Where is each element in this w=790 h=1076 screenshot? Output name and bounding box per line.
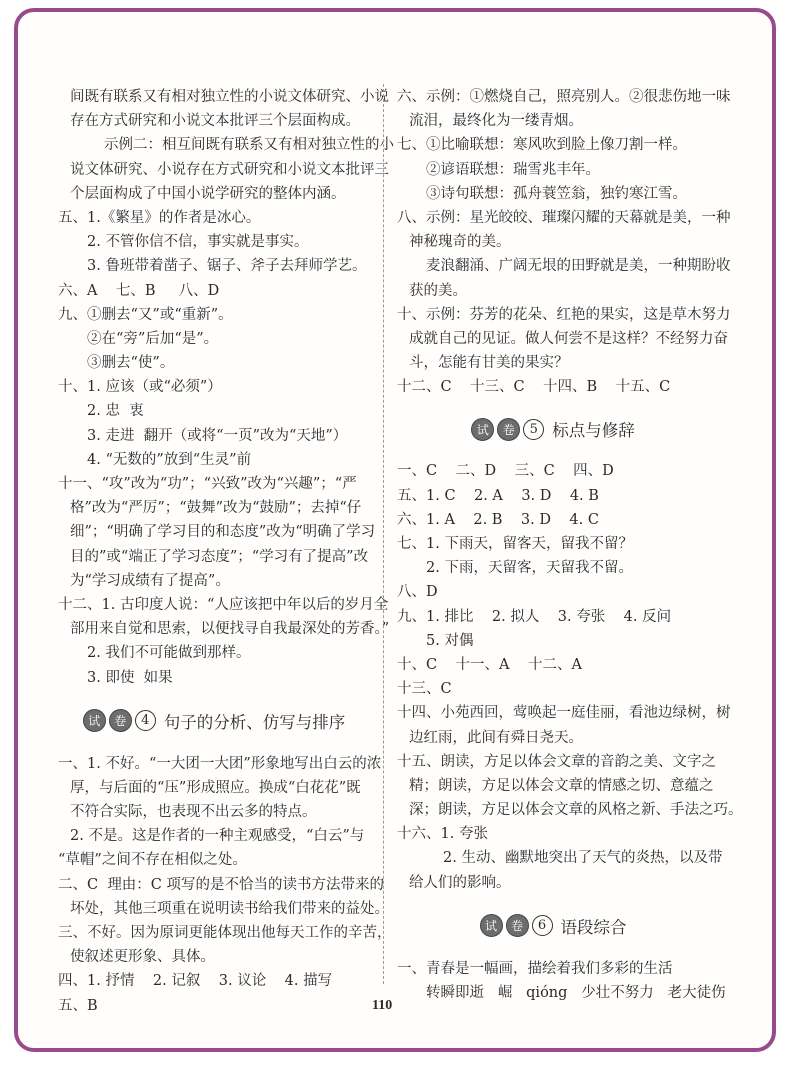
answer-line: ③诗句联想：孤舟蓑笠翁，独钓寒江雪。	[426, 185, 687, 202]
answer-line: 2. 生动、幽默地突出了天气的炎热，以及带	[443, 850, 723, 867]
answer-line: 十六、1. 夸张	[397, 826, 488, 843]
section-title: 句子的分析、仿写与排序	[163, 712, 346, 732]
section-number: 6	[532, 915, 553, 936]
answer-line: 十、示例：芬芳的花朵、红艳的果实，这是草木努力	[397, 306, 731, 323]
answer-line: 十三、C	[397, 681, 452, 698]
section-title: 语段综合	[560, 917, 627, 937]
answer-line: 5. 对偶	[426, 632, 474, 649]
section-heading	[58, 690, 370, 752]
answer-line: 一、C 二、D 三、C 四、D	[397, 463, 614, 480]
answer-line: 五、1. C 2. A 3. D 4. B	[397, 487, 599, 504]
answer-line: 十二、1. 古印度人说：“人应该把中年以后的岁月全	[58, 596, 389, 613]
answer-line: 神秘瑰奇的美。	[409, 234, 511, 251]
answer-line: 转瞬即逝 崛 qióng 少壮不努力 老大徒伤	[426, 985, 726, 1001]
answer-line: 不符合实际，也表现不出云多的特点。	[70, 804, 317, 821]
seal-character-icon: 试	[480, 914, 503, 937]
answer-line: 五、1.《繁星》的作者是冰心。	[58, 209, 261, 226]
answer-line: 深；朗读，方足以体会文章的风格之新、手法之巧。	[409, 802, 743, 819]
column-divider	[383, 84, 384, 984]
answer-line: 部用来自觉和思索，以便找寻自我最深处的芳香。”	[70, 621, 390, 638]
answer-line: 斗，怎能有甘美的果实？	[409, 355, 569, 372]
answer-line: 精；朗读，方足以体会文章的情感之切、意蕴之	[409, 777, 714, 794]
answer-line: 细”；“明确了学习目的和态度”改为“明确了学习	[70, 524, 376, 541]
answer-line: 八、示例：星光皎皎、璀璨闪耀的天幕就是美，一种	[397, 209, 731, 226]
seal-character-icon: 卷	[109, 709, 132, 732]
section-heading	[397, 399, 709, 459]
answer-line: 2. 不管你信不信，事实就是事实。	[87, 234, 309, 251]
answer-line: 十、1. 应该（或“必须”）	[58, 379, 222, 396]
answer-line: 示例二：相互间既有联系又有相对独立性的小	[104, 137, 394, 154]
answer-line: 说文体研究、小说存在方式研究和小说文本批评三	[70, 161, 389, 178]
answer-line: ③删去“使”。	[87, 355, 175, 372]
answer-line: 坏处，其他三项重在说明读书给我们带来的益处。	[70, 900, 389, 917]
answer-line: ②谚语联想：瑞雪兆丰年。	[426, 161, 600, 178]
answer-line: 六、1. A 2. B 3. D 4. C	[397, 511, 599, 528]
answer-line: ②在“旁”后加“是”。	[87, 330, 219, 347]
seal-character-icon: 卷	[497, 418, 520, 441]
answer-line: 十五、朗读，方足以体会文章的音韵之美、文字之	[397, 753, 716, 770]
section-number: 4	[135, 710, 156, 731]
answer-line: 七、1. 下雨天，留客天，留我不留？	[397, 536, 633, 552]
answer-line: 流泪，最终化为一缕青烟。	[409, 113, 583, 130]
answer-line: 六、A 七、B 八、D	[58, 282, 220, 299]
section-title: 标点与修辞	[552, 421, 635, 441]
page-number: 110	[372, 998, 393, 1013]
answer-line: 十、C 十一、A 十二、A	[397, 656, 582, 673]
answer-line: 一、青春是一幅画，描绘着我们多彩的生活	[397, 960, 673, 977]
seal-character-icon: 卷	[506, 914, 529, 937]
answer-line: 2. 忠 衷	[87, 403, 144, 420]
right-column	[397, 85, 743, 1005]
answer-line: 六、示例：①燃烧自己，照亮别人。②很悲伤地一味	[397, 89, 731, 105]
answer-line: 三、不好。因为原词更能体现出他每天工作的辛苦，	[58, 925, 392, 941]
seal-character-icon: 试	[471, 418, 494, 441]
answer-line: 4. “无数的”放到“生灵”前	[87, 451, 252, 468]
answer-line: 2. 下雨，天留客，天留我不留。	[426, 560, 633, 577]
answer-line: 为“学习成绩有了提高”。	[70, 572, 230, 589]
section-number: 5	[523, 419, 544, 440]
answer-line: 边红雨，此间有舜日尧天。	[409, 729, 583, 746]
answer-line: 九、①删去“又”或“重新”。	[58, 306, 233, 323]
answer-line: 十二、C 十三、C 十四、B 十五、C	[397, 379, 671, 396]
answer-line: 目的”或“端正了学习态度”；“学习有了提高”改	[70, 548, 369, 565]
answer-line: 九、1. 排比 2. 拟人 3. 夸张 4. 反问	[397, 608, 672, 625]
answer-line: 获的美。	[409, 282, 467, 299]
answer-line: 十一、“攻”改为“功”；“兴致”改为“兴趣”；“严	[58, 476, 357, 492]
answer-line: 存在方式研究和小说文本批评三个层面构成。	[70, 113, 360, 130]
answer-line: 2. 我们不可能做到那样。	[87, 645, 251, 662]
seal-character-icon: 试	[83, 709, 106, 732]
answer-line: 十四、小苑西回，莺唤起一庭佳丽，看池边绿树，树	[397, 705, 731, 722]
answer-line: 间既有联系又有相对独立性的小说文体研究、小说	[70, 89, 389, 105]
answer-line: 格”改为“严厉”；“鼓舞”改为“鼓励”；去掉“仔	[70, 500, 362, 517]
answer-line: 八、D	[397, 584, 438, 601]
answer-line: 个层面构成了中国小说学研究的整体内涵。	[70, 185, 346, 202]
answer-line: 3. 即使 如果	[87, 669, 173, 686]
answer-line: 麦浪翻涌、广阔无垠的田野就是美，一种期盼收	[426, 258, 731, 275]
answer-line: 一、1. 不好。“一大团一大团”形象地写出白云的浓	[58, 755, 382, 772]
answer-line: 四、1. 抒情 2. 记叙 3. 议论 4. 描写	[58, 973, 333, 990]
answer-line: 七、①比喻联想：寒风吹到脸上像刀割一样。	[397, 137, 687, 154]
answer-line: 成就自己的见证。做人何尝不是这样？不经努力奋	[409, 330, 728, 347]
answer-line: 厚，与后面的“压”形成照应。换成“白花花”既	[70, 779, 361, 796]
answer-line: 使叙述更形象、具体。	[70, 949, 215, 966]
answer-line: “草帽”之间不存在相似之处。	[58, 852, 247, 869]
answer-line: 2. 不是。这是作者的一种主观感受，“白云”与	[70, 828, 365, 845]
answer-line: 二、C 理由：C 项写的是不恰当的读书方法带来的	[58, 876, 385, 893]
answer-line: 3. 鲁班带着凿子、锯子、斧子去拜师学艺。	[87, 258, 367, 275]
answer-line: 给人们的影响。	[409, 874, 511, 891]
section-heading	[397, 895, 709, 957]
answer-line: 3. 走进 翻开（或将“一页”改为“天地”）	[87, 427, 348, 444]
answer-line: 五、B	[58, 997, 98, 1014]
